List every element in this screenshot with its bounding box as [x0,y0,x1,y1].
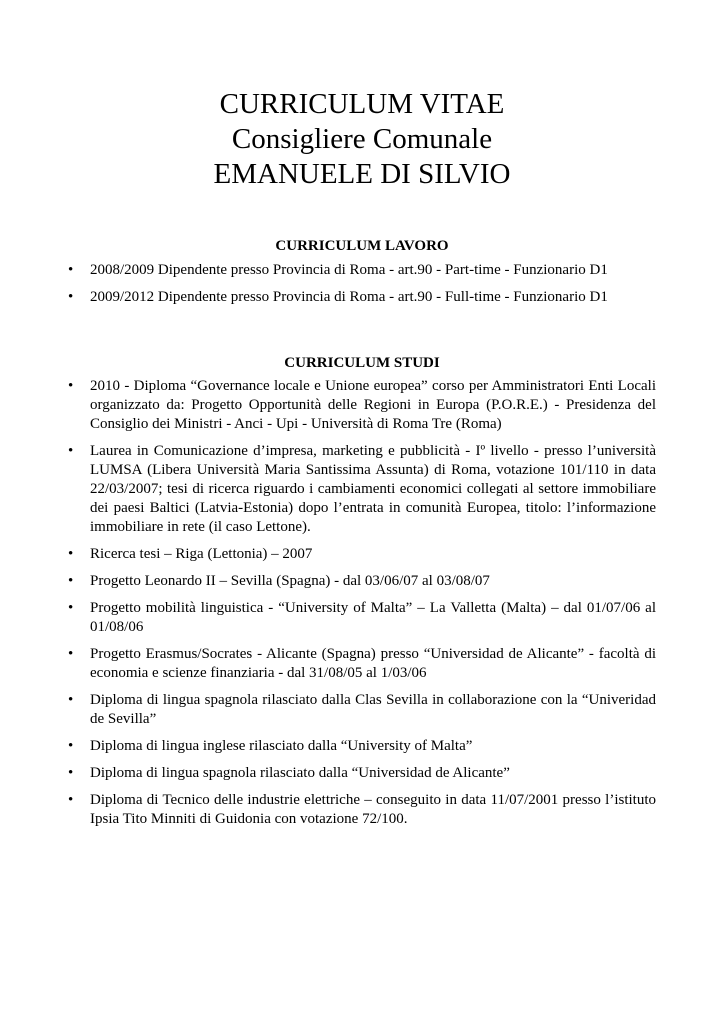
list-item [0,691,724,729]
list-item [0,261,724,280]
list-item-text: Progetto Erasmus/Socrates - Alicante (Spagna) presso “Universidad de Alicante” - facoltà di economia e scienze finanziaria - dal 31/08/05 al 1/03/06 [90,646,656,681]
bullet-icon: • [68,692,74,708]
list-item-text: 2008/2009 Dipendente presso Provincia di Roma - art.90 - Part-time - Funzionario D1 [90,262,608,278]
bullet-icon: • [68,573,74,589]
list-item [0,764,724,783]
list-item [0,545,724,564]
list-item-text: Diploma di lingua inglese rilasciato dalla “University of Malta” [90,738,473,754]
section-heading-studi: CURRICULUM STUDI [284,355,440,371]
list-item-text: 2010 - Diploma “Governance locale e Unione europea” corso per Amministratori Enti Locali organizzato da: Progetto Opportunità delle Regioni in Europa (P.O.R.E.) - Presidenza del Consiglio dei Ministri - Anci - Upi - Università di Roma Tre (Roma) [90,378,656,432]
list-item-text: Ricerca tesi – Riga (Lettonia) – 2007 [90,546,313,562]
lavoro-list [0,261,724,315]
section-heading-lavoro: CURRICULUM LAVORO [275,238,449,254]
title-line-name: EMANUELE DI SILVIO [213,158,511,190]
bullet-icon: • [68,378,74,394]
list-item-text: Progetto Leonardo II – Sevilla (Spagna) - dal 03/06/07 al 03/08/07 [90,573,490,589]
bullet-icon: • [68,738,74,754]
list-item [0,377,724,434]
list-item-text: Diploma di lingua spagnola rilasciato dalla Clas Sevilla in collaborazione con la “Univeridad de Sevilla” [90,692,656,727]
bullet-icon: • [68,600,74,616]
list-item [0,645,724,683]
list-item [0,791,724,829]
title-line-role: Consigliere Comunale [231,123,493,155]
list-item [0,737,724,756]
bullet-icon: • [68,765,74,781]
document-title [0,87,724,192]
list-item-text: Progetto mobilità linguistica - “University of Malta” – La Valletta (Malta) – dal 01/07/06 al 01/08/06 [90,600,656,635]
bullet-icon: • [68,792,74,808]
bullet-icon: • [68,646,74,662]
studi-list [0,377,724,837]
list-item [0,288,724,307]
list-item [0,572,724,591]
bullet-icon: • [68,546,74,562]
list-item [0,599,724,637]
list-item-text: 2009/2012 Dipendente presso Provincia di Roma - art.90 - Full-time - Funzionario D1 [90,289,608,305]
list-item-text: Diploma di Tecnico delle industrie elettriche – conseguito in data 11/07/2001 presso l’istituto Ipsia Tito Minniti di Guidonia con votazione 72/100. [90,792,656,827]
list-item [0,442,724,537]
list-item-text: Laurea in Comunicazione d’impresa, marketing e pubblicità - Iº livello - presso l’università LUMSA (Libera Università Maria Santissima Assunta) di Roma, votazione 101/110 in data 22/03/2007; tesi di ricerca riguardo i cambiamenti economici collegati al settore immobiliare dei paesi Baltici (Latvia-Estonia) dopo l’entrata in comunità Europea, titolo: l’informazione immobiliare in rete (il caso Lettone). [90,443,656,535]
bullet-icon: • [68,289,74,305]
list-item-text: Diploma di lingua spagnola rilasciato dalla “Universidad de Alicante” [90,765,510,781]
bullet-icon: • [68,443,74,459]
bullet-icon: • [68,262,74,278]
title-line-cv: CURRICULUM VITAE [219,88,505,120]
